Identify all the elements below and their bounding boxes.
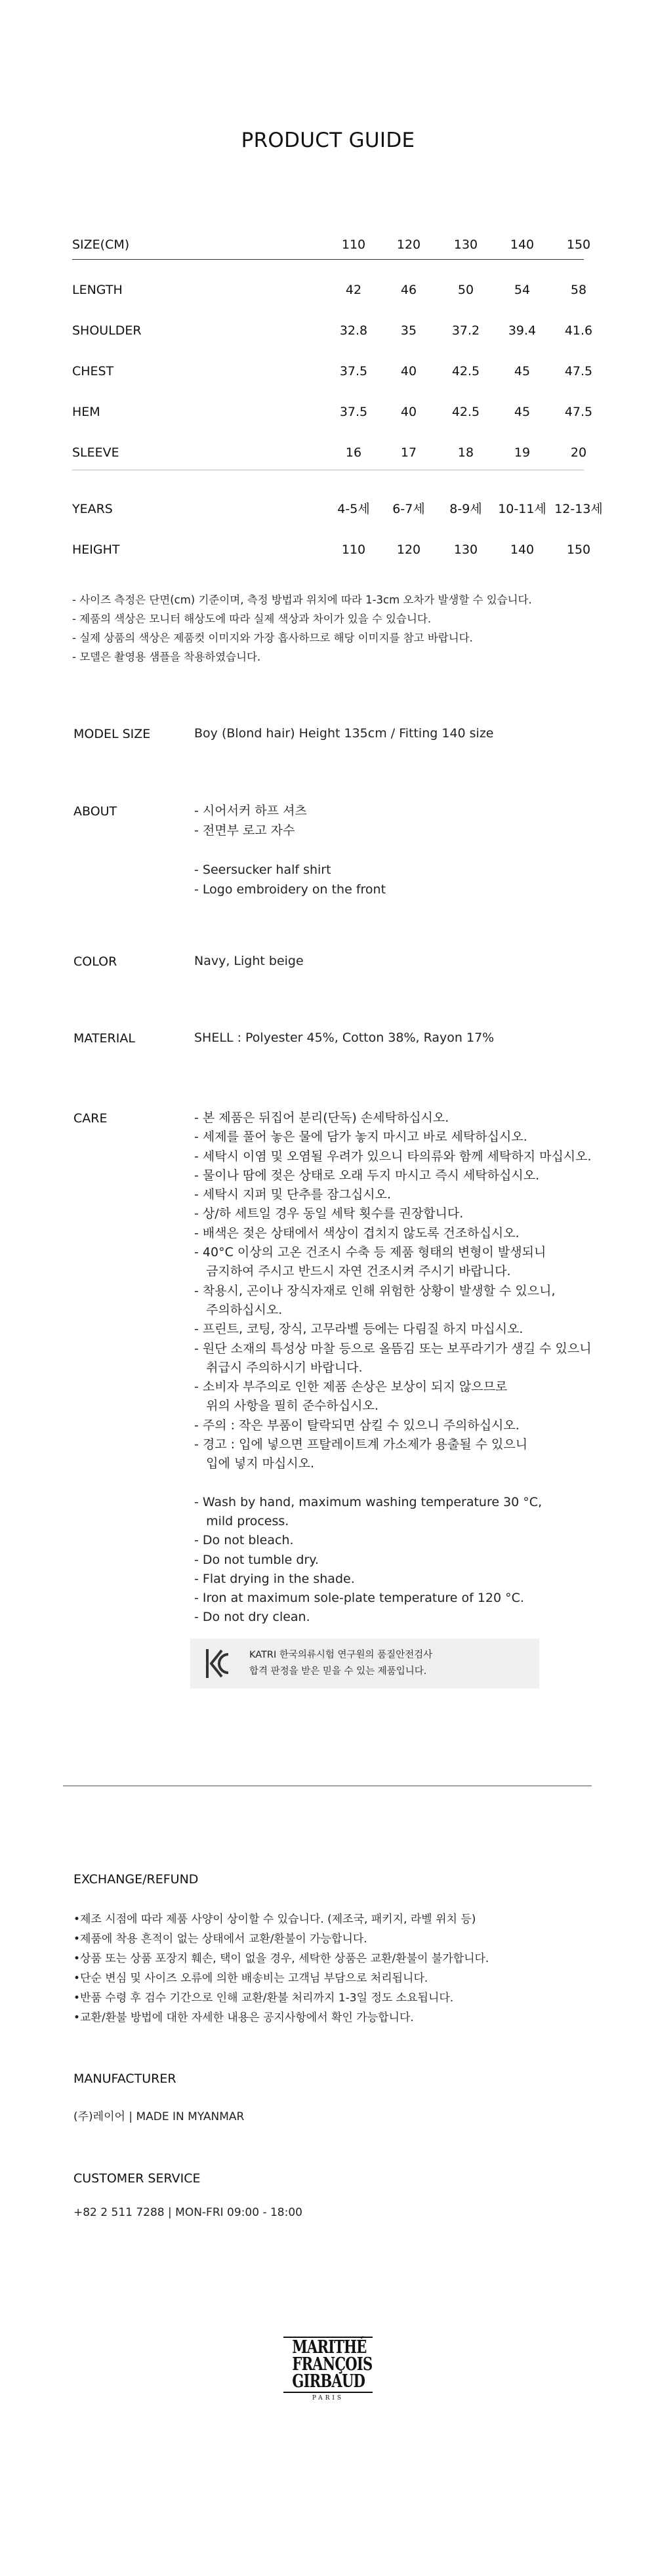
manufacturer-text: (주)레이어 | MADE IN MYANMAR [73,2110,245,2123]
care-line: - Flat drying in the shade. [194,1571,355,1586]
material-value: SHELL : Polyester 45%, Cotton 38%, Rayon 17% [194,1031,495,1045]
table-cell: 47.5 [564,364,593,378]
table-cell: 35 [400,323,417,338]
row-label: CHEST [72,364,114,378]
kc-mark-icon [205,1648,231,1679]
table-cell: 50 [457,283,474,297]
care-line: mild process. [194,1513,289,1528]
size-header-cell: 110 [341,237,366,252]
table-cell: 17 [400,445,417,460]
care-line: - 40°C 이상의 고온 건조시 수축 등 제품 형태의 변형이 발생되니 [194,1245,546,1260]
katri-certification-box [190,1639,539,1688]
row-label: HEIGHT [72,542,120,557]
size-header-cell: 140 [510,237,535,252]
care-line: - 세탁시 이염 및 오염될 우려가 있으니 타의류와 함께 세탁하지 마십시오. [194,1149,592,1164]
table-cell: 47.5 [564,405,593,419]
table-row [72,537,591,563]
size-header-label: SIZE(CM) [72,237,130,252]
logo-line: GIRBAUD [292,2371,365,2392]
about-label: ABOUT [73,804,117,819]
note-line: - 실제 상품의 색상은 제품컷 이미지와 가장 흡사하므로 해당 이미지를 참고 바랍니다. [72,632,473,644]
care-line: - Do not tumble dry. [194,1552,319,1567]
material-label: MATERIAL [73,1031,135,1046]
care-line: - Do not bleach. [194,1533,294,1548]
color-text [194,951,304,971]
size-header-row [72,232,591,258]
table-cell: 45 [514,405,531,419]
care-line: - 주의 : 작은 부품이 탈락되면 삼킬 수 있으니 주의하십시오. [194,1418,520,1433]
logo-rule [283,2392,373,2393]
about-line [194,840,386,860]
table-cell: 46 [400,283,417,297]
care-line: - 착용시, 곤이나 장식자재로 인해 위험한 상황이 발생할 수 있으니, [194,1283,556,1298]
table-row [72,399,593,425]
table-cell: 19 [514,445,531,460]
model-size-value: Boy (Blond hair) Height 135cm / Fitting 140 size [194,726,494,741]
table-row [72,277,587,303]
brand-logo [282,2335,374,2402]
care-line: - 본 제품은 뒤집어 분리(단독) 손세탁하십시오. [194,1111,449,1125]
exchange-refund-label: EXCHANGE/REFUND [73,1872,199,1887]
color-label: COLOR [73,954,117,969]
table-row [72,317,593,344]
list-item: •반품 수령 후 검수 기간으로 인해 교환/환불 처리까지 1-3일 정도 소요됩니다. [73,1992,454,2005]
list-item: •단순 변심 및 사이즈 오류에 의한 배송비는 고객님 부담으로 처리됩니다. [73,1972,428,1985]
table-cell: 42.5 [451,405,480,419]
table-cell: 39.4 [508,323,537,338]
table-cell: 18 [457,445,474,460]
table-row [72,358,593,384]
table-cell: 40 [400,364,417,378]
table-cell: 12-13세 [554,502,603,516]
care-line: 취급시 주의하시기 바랍니다. [194,1360,363,1375]
care-line [194,1474,592,1493]
care-line: - 경고 : 입에 넣으면 프탈레이트계 가소제가 용출될 수 있으니 [194,1437,528,1452]
about-line: - 전면부 로고 자수 [194,823,295,838]
care-line: - 배색은 젖은 상태에서 색상이 겹치지 않도록 건조하십시오. [194,1225,520,1240]
about-line: - 시어서커 하프 셔츠 [194,804,307,818]
row-label: SLEEVE [72,445,119,460]
row-label: SHOULDER [72,323,142,338]
logo-sub: PARIS [312,2395,344,2402]
care-line: - Wash by hand, maximum washing temperature 30 °C, [194,1494,543,1509]
list-item: •제조 시점에 따라 제품 사양이 상이할 수 있습니다. (제조국, 패키지, 라벨 위치 등) [73,1913,476,1926]
model-size-text [194,724,494,743]
table-cell: 130 [453,542,478,557]
row-label: LENGTH [72,283,123,297]
material-text [194,1028,494,1048]
exchange-refund-list [73,1910,489,2028]
table-cell: 16 [345,445,362,460]
table-row [72,440,587,466]
note-line: - 제품의 색상은 모니터 해상도에 따라 실제 색상과 차이가 있을 수 있습니다. [72,613,432,625]
care-line: 금지하여 주시고 반드시 자연 건조시켜 주시기 바랍니다. [194,1264,511,1279]
table-cell: 54 [514,283,531,297]
list-item: •제품에 착용 흔적이 없는 상태에서 교환/환불이 가능합니다. [73,1932,367,1946]
katri-line: 합격 판정을 받은 믿을 수 있는 제품입니다. [249,1666,427,1677]
care-text [194,1109,592,1627]
care-line: 위의 사항을 필히 준수하십시오. [194,1399,379,1414]
table-cell: 150 [566,542,591,557]
size-header-cell: 120 [396,237,421,252]
model-size-label: MODEL SIZE [73,727,151,741]
care-line: - 물이나 땀에 젖은 상태로 오래 두지 마시고 즉시 세탁하십시오. [194,1168,540,1183]
note-line: - 모델은 촬영용 샘플을 착용하였습니다. [72,651,261,663]
table-cell: 6-7세 [392,502,425,516]
about-line: - Logo embroidery on the front [194,882,386,897]
table-cell: 42.5 [451,364,480,378]
logo-line: FRANÇOIS [292,2354,373,2375]
row-label: HEM [72,405,100,419]
table-cell: 40 [400,405,417,419]
table-cell: 37.5 [339,364,368,378]
note-line: - 사이즈 측정은 단면(cm) 기준이며, 측정 방법과 위치에 따라 1-3cm 오차가 발생할 수 있습니다. [72,594,532,606]
color-value: Navy, Light beige [194,954,304,968]
row-label: YEARS [72,502,113,516]
table-cell: 45 [514,364,531,378]
table-cell: 10-11세 [498,502,546,516]
table-cell: 42 [345,283,362,297]
table-row [72,496,603,522]
table-cell: 110 [341,542,366,557]
care-line: - 상/하 세트일 경우 동일 세탁 횟수를 권장합니다. [194,1206,464,1221]
about-line: - Seersucker half shirt [194,863,331,877]
logo-line: MARITHÉ [292,2337,367,2358]
table-cell: 32.8 [339,323,368,338]
care-line: - 소비자 부주의로 인한 제품 손상은 보상이 되지 않으므로 [194,1380,508,1395]
care-line: 입에 넣지 마십시오. [194,1456,315,1471]
katri-line: KATRI 한국의류시험 연구원의 품질안전검사 [249,1650,433,1660]
size-header-cell: 130 [453,237,478,252]
size-notes [72,590,532,666]
table-cell: 20 [570,445,587,460]
katri-text [249,1647,432,1680]
table-cell: 120 [396,542,421,557]
care-line: - 세제를 풀어 놓은 물에 담가 놓지 마시고 바로 세탁하십시오. [194,1130,527,1145]
table-cell: 8-9세 [449,502,482,516]
care-label: CARE [73,1111,108,1126]
care-line: 주의하십시오. [194,1302,283,1317]
list-item: •상품 또는 상품 포장지 훼손, 택이 없을 경우, 세탁한 상품은 교환/환불이 불가합니다. [73,1952,489,1965]
list-item: •교환/환불 방법에 대한 자세한 내용은 공지사항에서 확인 가능합니다. [73,2011,414,2024]
care-line: - Iron at maximum sole-plate temperature of 120 °C. [194,1591,524,1606]
table-cell: 58 [570,283,587,297]
table-cell: 37.5 [339,405,368,419]
care-line: - 원단 소재의 특성상 마찰 등으로 올뜸김 또는 보푸라기가 생길 수 있으니 [194,1341,592,1356]
customer-service-text: +82 2 511 7288 | MON-FRI 09:00 - 18:00 [73,2206,302,2219]
table-cell: 4-5세 [337,502,370,516]
care-line: - 프린트, 코팅, 장식, 고무라벨 등에는 다림질 하지 마십시오. [194,1322,523,1337]
about-text [194,801,386,899]
page-title: PRODUCT GUIDE [241,129,415,152]
table-cell: 41.6 [564,323,593,338]
manufacturer-label: MANUFACTURER [73,2072,176,2086]
size-header-cell: 150 [566,237,591,252]
table-cell: 140 [510,542,535,557]
customer-service-label: CUSTOMER SERVICE [73,2171,201,2186]
care-line: - 세탁시 지퍼 및 단추를 잠그십시오. [194,1187,392,1202]
size-table-header [72,230,591,260]
care-line: - Do not dry clean. [194,1610,310,1625]
table-cell: 37.2 [451,323,480,338]
